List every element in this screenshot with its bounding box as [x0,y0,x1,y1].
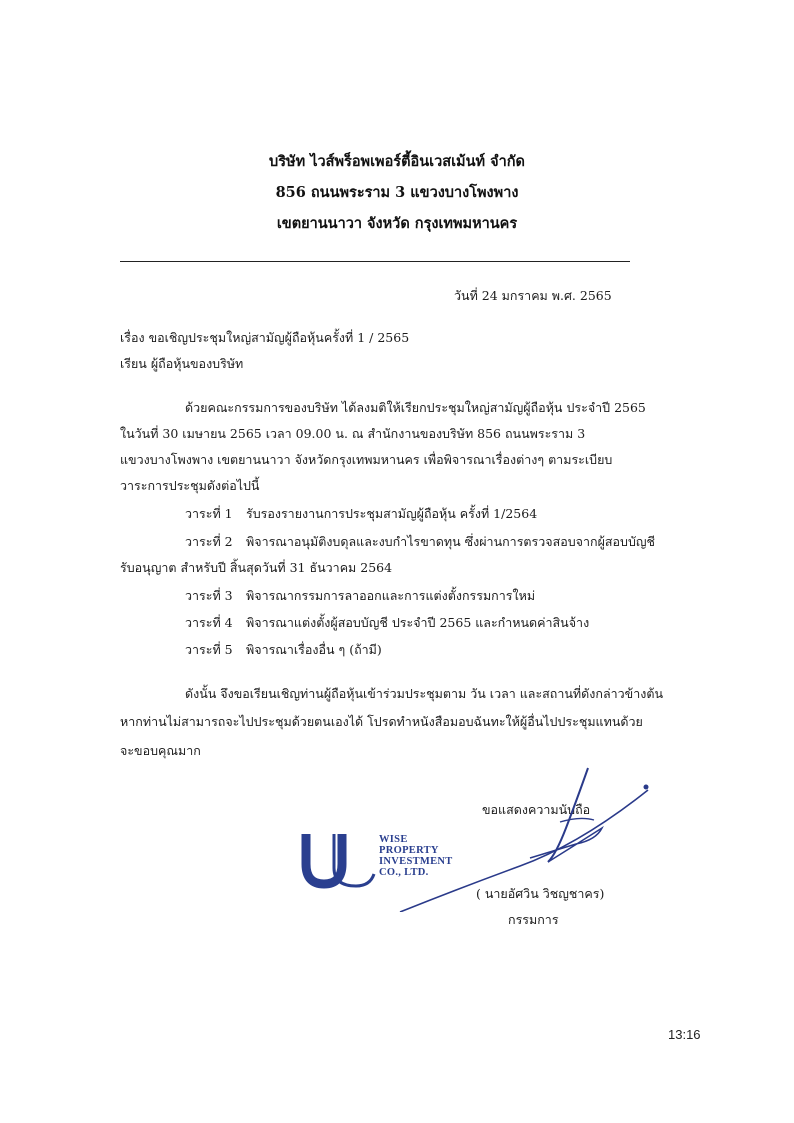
company-stamp-logo [300,828,380,890]
agenda-label: วาระที่ 1 [185,506,233,521]
agenda-text: รับรองรายงานการประชุมสามัญผู้ถือหุ้น ครั้งที่ 1/2564 [246,506,538,521]
agenda-label: วาระที่ 4 [185,615,233,630]
intro-line: ด้วยคณะกรรมการของบริษัท ได้ลงมติให้เรียกประชุมใหญ่สามัญผู้ถือหุ้น ประจำปี 2565 [185,400,646,415]
stamp-line: INVESTMENT [379,856,453,867]
agenda-text: พิจารณาอนุมัติงบดุลและงบกำไรขาดทุน ซึ่งผ่านการตรวจสอบจากผู้สอบบัญชี [246,534,656,549]
closing-line: ดังนั้น จึงขอเรียนเชิญท่านผู้ถือหุ้นเข้าร่วมประชุมตาม วัน เวลา และสถานที่ดังกล่าวข้างต้น [185,686,663,701]
agenda-text-continuation: รับอนุญาต สำหรับปี สิ้นสุดวันที่ 31 ธันวาคม 2564 [120,560,393,575]
agenda-text: พิจารณาแต่งตั้งผู้สอบบัญชี ประจำปี 2565 และกำหนดค่าสินจ้าง [246,615,590,630]
header-divider [120,261,630,262]
intro-line: วาระการประชุมดังต่อไปนี้ [120,478,260,493]
agenda-label: วาระที่ 3 [185,588,233,603]
agenda-text: พิจารณากรรมการลาออกและการแต่งตั้งกรรมการใหม่ [246,588,536,603]
signoff: ขอแสดงความนับถือ [482,802,591,817]
company-address-line2: เขตยานนาวา จังหวัด กรุงเทพมหานคร [276,215,518,232]
signer-name: ( นายอัศวิน วิชญชาคร) [476,886,605,901]
page-number: 13:16 [668,1027,701,1042]
agenda-text: พิจารณาเรื่องอื่น ๆ (ถ้ามี) [246,642,382,657]
stamp-line: PROPERTY [379,845,439,856]
intro-line: แขวงบางโพงพาง เขตยานนาวา จังหวัดกรุงเทพมหานคร เพื่อพิจารณาเรื่องต่างๆ ตามระเบียบ [120,452,613,467]
agenda-label: วาระที่ 2 [185,534,233,549]
agenda-label: วาระที่ 5 [185,642,233,657]
stamp-line: CO., LTD. [379,867,429,878]
closing-line: จะขอบคุณมาก [120,743,201,758]
intro-line: ในวันที่ 30 เมษายน 2565 เวลา 09.00 น. ณ สำนักงานของบริษัท 856 ถนนพระราม 3 [120,426,586,441]
signer-title: กรรมการ [508,912,559,927]
letter-date: วันที่ 24 มกราคม พ.ศ. 2565 [454,288,612,303]
company-name: บริษัท ไวส์พร็อพเพอร์ตี้อินเวสเม้นท์ จำกัด [269,153,525,170]
stamp-line: WISE [379,834,408,845]
letter-recipient: เรียน ผู้ถือหุ้นของบริษัท [120,356,244,371]
closing-line: หากท่านไม่สามารถจะไปประชุมด้วยตนเองได้ โปรดทำหนังสือมอบฉันทะให้ผู้อื่นไปประชุมแทนด้วย [120,714,643,729]
company-address-line1: 856 ถนนพระราม 3 แขวงบางโพงพาง [275,184,519,201]
letter-subject: เรื่อง ขอเชิญประชุมใหญ่สามัญผู้ถือหุ้นครั้งที่ 1 / 2565 [120,330,410,345]
